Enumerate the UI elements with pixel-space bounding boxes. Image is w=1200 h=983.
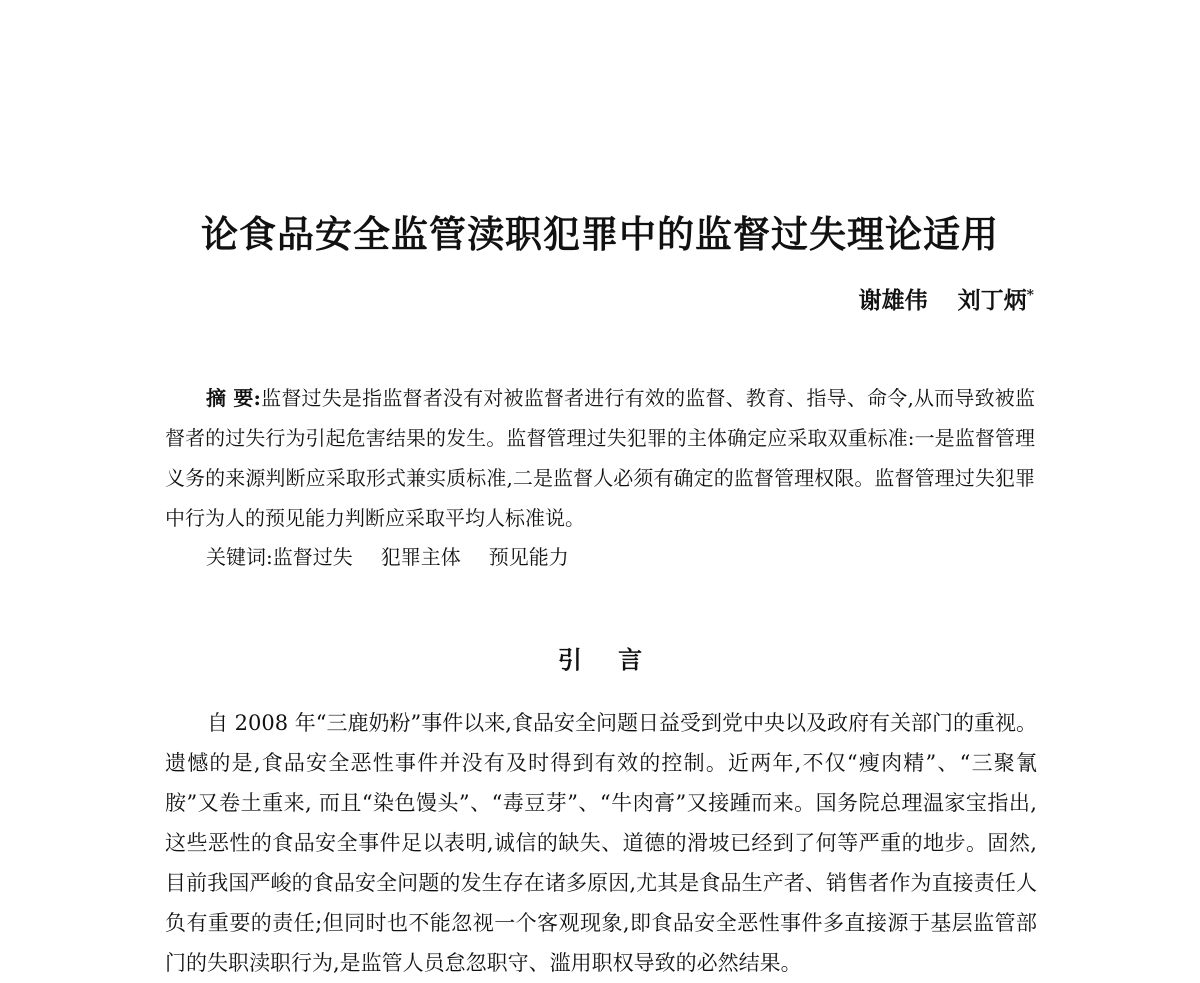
abstract-label: 摘 要: xyxy=(206,386,261,410)
keywords-line xyxy=(206,537,569,577)
body-paragraph: 自 2008 年“三鹿奶粉”事件以来,食品安全问题日益受到党中央以及政府有关部门的重视。遗憾的是,食品安全恶性事件并没有及时得到有效的控制。近两年,不仅“瘦肉精”、“三聚氰胺”又卷土重来, 而且“染色馒头”、“毒豆芽”、“牛肉膏”又接踵而来。国务院总理温家宝指出,这些恶性的食品安全事件足以表明,诚信的缺失、道德的滑坡已经到了何等严重的地步。固然,目前我国严峻的食品安全问题的发生存在诸多原因,尤其是食品生产者、销售者作为直接责任人负有重要的责任;但同时也不能忽视一个客观现象,即食品安全恶性事件多直接源于基层监管部门的失职渎职行为,是监管人员怠忽职守、滥用职权导致的必然结果。 xyxy=(165,711,1037,975)
author-name: 谢雄伟 xyxy=(858,287,928,314)
author-name-text: 刘丁炳 xyxy=(957,287,1027,314)
keyword: 预见能力 xyxy=(488,545,569,569)
paper-title: 论食品安全监管渎职犯罪中的监督过失理论适用 xyxy=(201,213,999,256)
keywords-label: 关键词: xyxy=(206,545,273,569)
abstract-paragraph xyxy=(165,378,1035,538)
keyword: 监督过失 xyxy=(272,545,353,569)
section-heading: 引 言 xyxy=(557,646,657,674)
author-name xyxy=(958,287,1034,314)
keyword: 犯罪主体 xyxy=(380,545,461,569)
abstract-text: 监督过失是指监督者没有对被监督者进行有效的监督、教育、指导、命令,从而导致被监督者的过失行为引起危害结果的发生。监督管理过失犯罪的主体确定应采取双重标准:一是监督管理义务的来源判断应采取形式兼实质标准,二是监督人必须有确定的监督管理权限。监督管理过失犯罪中行为人的预见能力判断应采取平均人标准说。 xyxy=(165,386,1035,530)
author-footnote-mark: * xyxy=(1026,287,1034,304)
author-line xyxy=(859,282,1034,315)
